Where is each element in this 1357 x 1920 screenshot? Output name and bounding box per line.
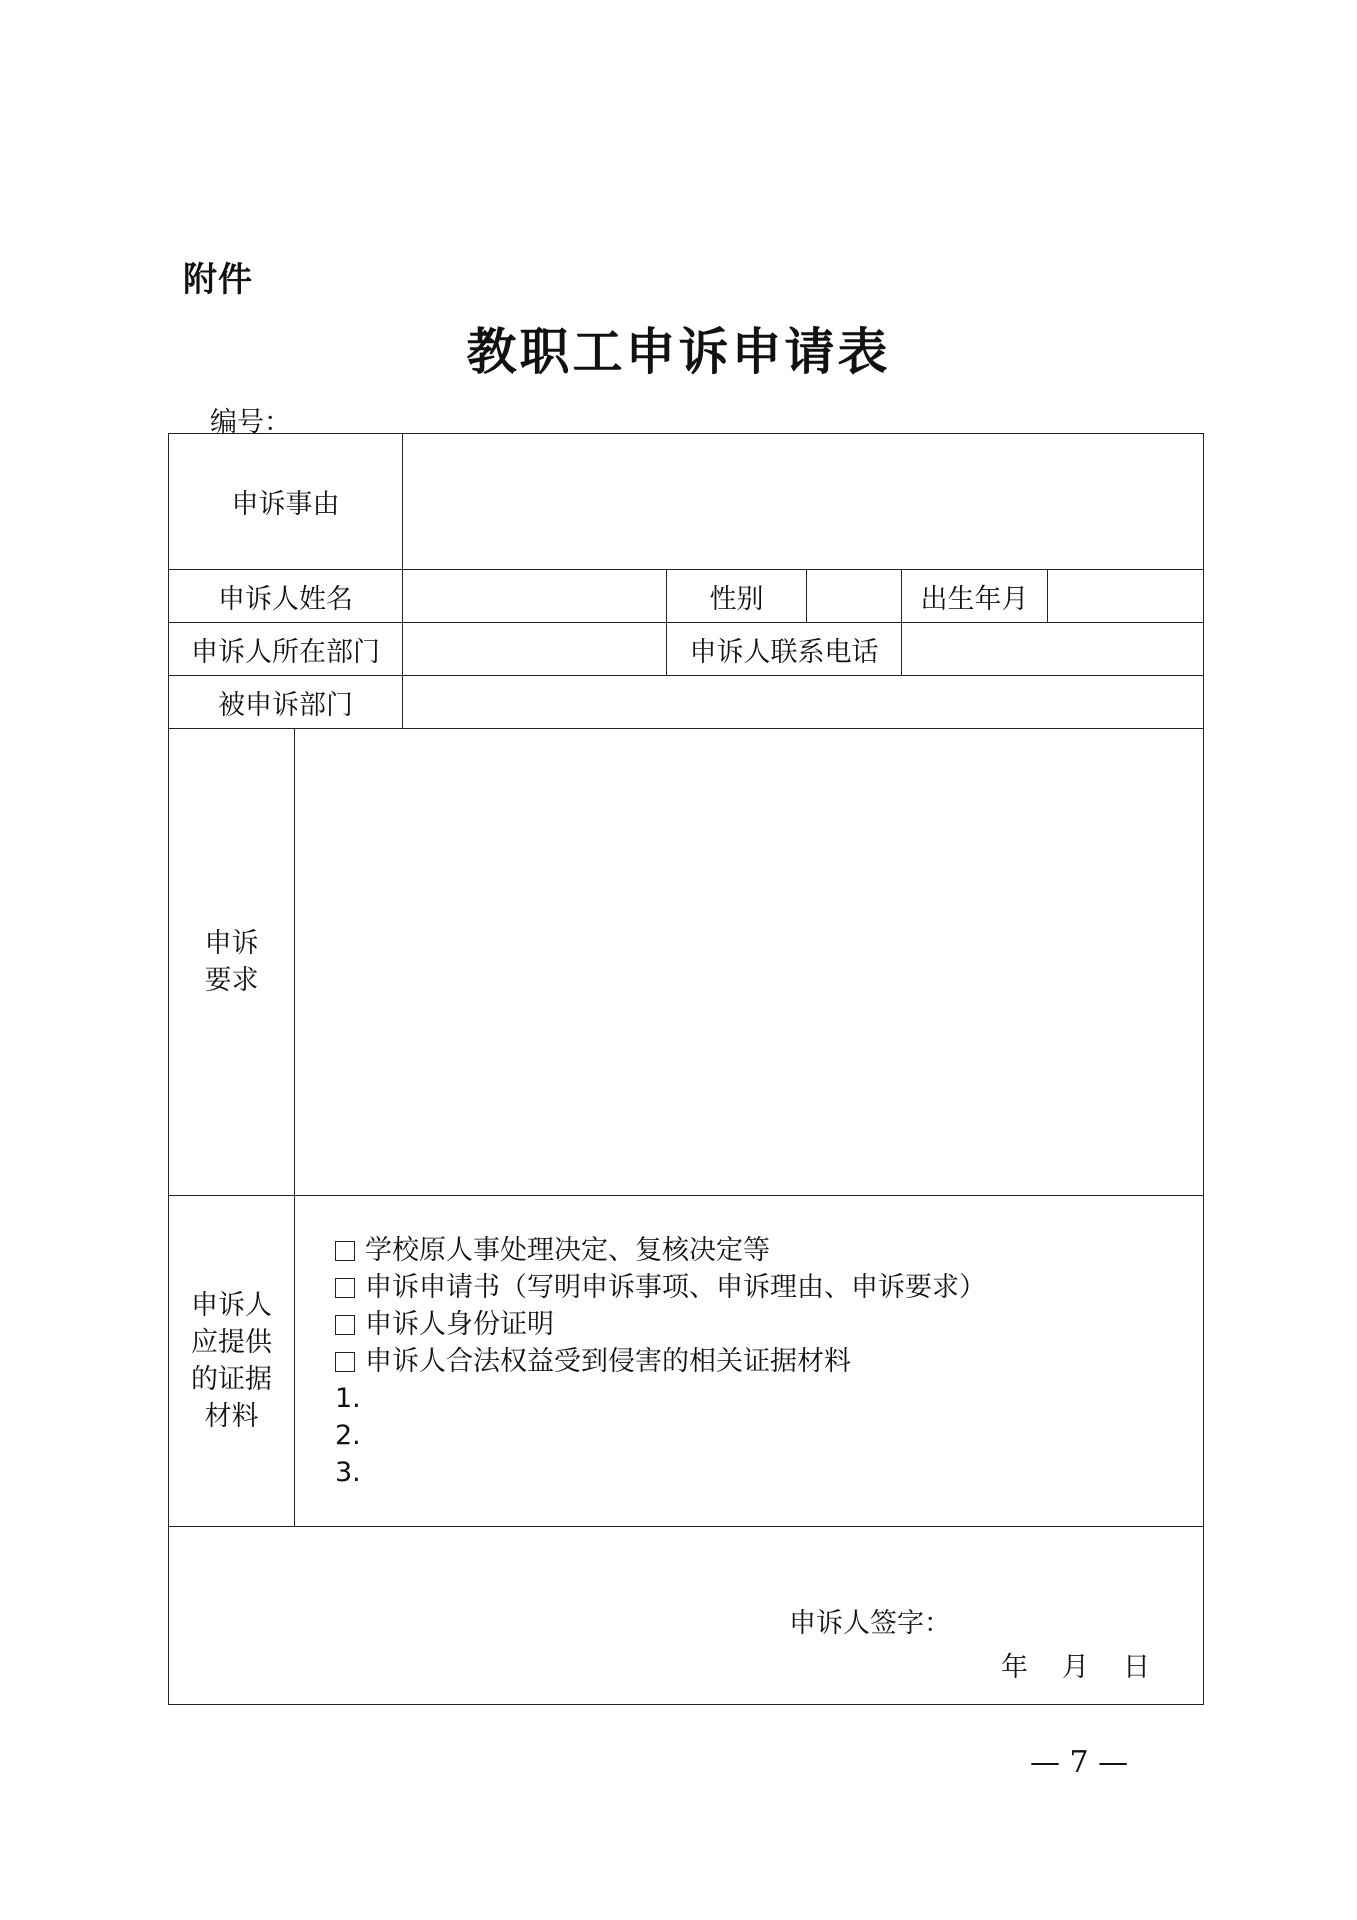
checkbox[interactable] (335, 1315, 355, 1335)
material-item (335, 1306, 1203, 1343)
date-day-label: 日 (1123, 1652, 1150, 1683)
evidence-label-line: 的证据 (191, 1364, 272, 1395)
attachment-label: 附件 (183, 260, 253, 300)
appeal-request-label-line: 申诉 (204, 928, 259, 959)
birth-date-field[interactable] (1048, 570, 1204, 623)
appeal-request-label-line: 要求 (204, 965, 259, 996)
evidence-materials-label (169, 1196, 295, 1527)
evidence-label-line: 应提供 (191, 1327, 272, 1358)
signature-date (1001, 1645, 1184, 1684)
checkbox[interactable] (335, 1241, 355, 1261)
signature-label: 申诉人签字： (789, 1608, 951, 1639)
birth-date-label: 出生年月 (902, 570, 1048, 623)
page-number: — 7 — (1030, 1745, 1129, 1780)
page-title: 教职工申诉申请表 (466, 323, 891, 381)
appeal-form-table (168, 433, 1204, 1705)
evidence-label-line: 申诉人 (191, 1290, 272, 1321)
material-item (335, 1343, 1203, 1380)
numbered-item: 2. (335, 1419, 361, 1451)
gender-label: 性别 (667, 570, 807, 623)
date-month-label: 月 (1062, 1652, 1089, 1683)
material-item (335, 1232, 1203, 1269)
signature-section[interactable] (169, 1527, 1204, 1705)
appeal-request-label (169, 729, 295, 1196)
appeal-reason-field[interactable] (403, 434, 1204, 570)
material-item-text: 学校原人事处理决定、复核决定等 (365, 1234, 770, 1266)
material-item (335, 1269, 1203, 1306)
numbered-item: 3. (335, 1456, 361, 1488)
evidence-materials-list (295, 1196, 1204, 1527)
numbered-item: 1. (335, 1382, 361, 1414)
respondent-department-label: 被申诉部门 (169, 676, 403, 729)
respondent-department-field[interactable] (403, 676, 1204, 729)
serial-number-label: 编号： (210, 407, 291, 438)
appellant-name-label: 申诉人姓名 (169, 570, 403, 623)
appellant-name-field[interactable] (403, 570, 667, 623)
appellant-phone-label: 申诉人联系电话 (667, 623, 902, 676)
appellant-phone-field[interactable] (902, 623, 1204, 676)
material-item-text: 申诉人身份证明 (365, 1308, 554, 1340)
appeal-request-field[interactable] (295, 729, 1204, 1196)
evidence-label-line: 材料 (204, 1401, 259, 1432)
appellant-department-field[interactable] (403, 623, 667, 676)
gender-field[interactable] (807, 570, 902, 623)
date-year-label: 年 (1001, 1652, 1028, 1683)
material-item-text: 申诉申请书（写明申诉事项、申诉理由、申诉要求） (365, 1271, 986, 1303)
checkbox[interactable] (335, 1352, 355, 1372)
appellant-department-label: 申诉人所在部门 (169, 623, 403, 676)
material-item-text: 申诉人合法权益受到侵害的相关证据材料 (365, 1345, 851, 1377)
checkbox[interactable] (335, 1278, 355, 1298)
appeal-reason-label: 申诉事由 (169, 434, 403, 570)
